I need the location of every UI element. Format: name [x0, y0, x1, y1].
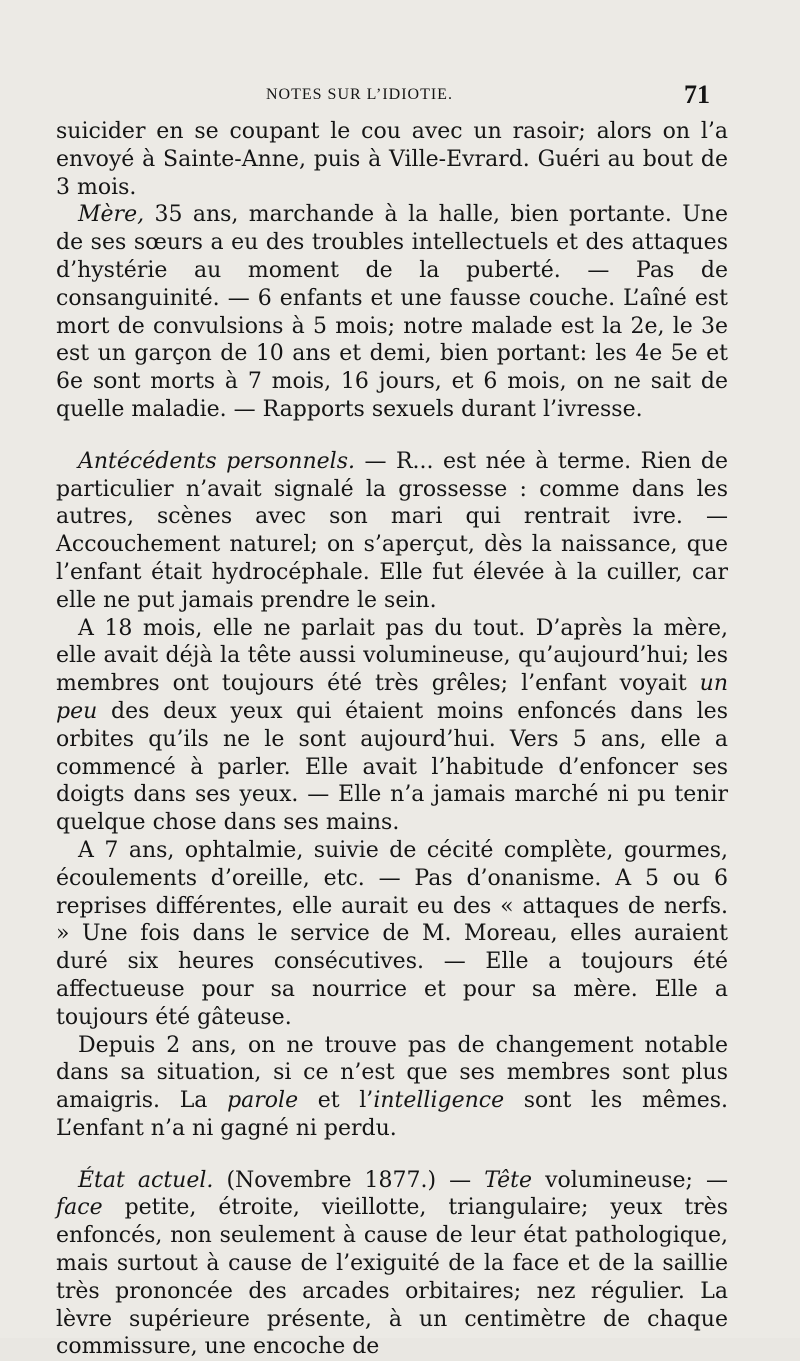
paragraph-7-ans	[56, 837, 728, 1032]
paragraph-lead: Antécédents personnels.	[78, 448, 355, 474]
paragraph-etat-actuel	[56, 1167, 728, 1361]
paragraph-text: A 7 ans, ophtalmie, suivie de cécité complète, gourmes, écoulements d’oreille, etc. — Pas d’onanisme. A 5 ou 6 reprises différentes, elle aurait eu des « attaques de nerfs. » Une fois dans le service de M. Moreau, elles auraient duré six heures consécutives. — Elle a toujours été affectueuse pour sa nourrice et pour sa mère. Elle a toujours été gâteuse.	[56, 837, 728, 1030]
paragraph-text: volumineuse; —	[532, 1167, 729, 1193]
paragraph-text: — R... est née à terme. Rien de particulier n’avait signalé la grossesse : comme dans les autres, scènes avec son mari qui rentrait ivre. — Accouchement naturel; on s’aperçut, dès la naissance, que l’enfant était hydrocéphale. Elle fut élevée à la cuiller, car elle ne put jamais prendre le sein.	[56, 448, 729, 613]
paragraph-text: 35 ans, marchande à la halle, bien portante. Une de ses sœurs a eu des troubles intellectuels et des attaques d’hystérie au moment de la puberté. — Pas de consanguinité. — 6 enfants et une fausse couche. L’aîné est mort de convulsions à 5 mois; notre malade est la 2e, le 3e est un garçon de 10 ans et demi, bien portant: les 4e 5e et 6e sont morts à 7 mois, 16 jours, et 6 mois, on ne sait de quelle maladie. — Rapports sexuels durant l’ivresse.	[56, 202, 728, 422]
paragraph-text: suicider en se coupant le cou avec un rasoir; alors on l’a envoyé à Sainte-Anne, puis à Ville-Evrard. Guéri au bout de 3 mois.	[56, 119, 728, 200]
running-header	[0, 80, 760, 110]
italic-tete: Tête	[484, 1167, 533, 1193]
italic-parole: parole	[227, 1088, 299, 1114]
italic-face: face	[56, 1195, 103, 1221]
italic-phrase: un peu	[56, 671, 728, 724]
paragraph-suicide-continuation	[56, 118, 728, 201]
paragraph-18-mois	[56, 615, 728, 837]
paragraph-text: (Novembre 1877.) —	[213, 1167, 485, 1193]
paragraph-depuis-2-ans	[56, 1032, 728, 1143]
running-title: NOTES SUR L’IDIOTIE.	[266, 86, 453, 103]
page-number: 71	[684, 80, 710, 109]
paragraph-lead: État actuel.	[78, 1167, 214, 1193]
paragraph-lead: Mère,	[78, 202, 145, 228]
paragraph-antecedents	[56, 448, 728, 615]
paragraph-text: et l’	[298, 1088, 374, 1114]
paragraph-mere	[56, 201, 728, 423]
paragraph-text: sont les mêmes. L’enfant n’a ni gagné ni perdu.	[56, 1088, 728, 1141]
italic-intelligence: intelligence	[373, 1088, 505, 1114]
body-text	[56, 118, 728, 1361]
paragraph-text: petite, étroite, vieillotte, triangulaire; yeux très enfoncés, non seulement à cause de leur état pathologique, mais surtout à cause de l’exiguité de la face et de la saillie très prononcée des arcades orbitaires; nez régulier. La lèvre supérieure présente, à un centimètre de chaque commissure, une encoche de	[56, 1195, 728, 1360]
paragraph-text: des deux yeux qui étaient moins enfoncés dans les orbites qu’ils ne le sont aujourd’hui. Vers 5 ans, elle a commencé à parler. Elle avait l’habitude d’enfoncer ses doigts dans ses yeux. — Elle n’a jamais marché ni pu tenir quelque chose dans ses mains.	[56, 698, 728, 836]
paragraph-text: Depuis 2 ans, on ne trouve pas de changement notable dans sa situation, si ce n’est que ses membres sont plus amaigris. La	[56, 1032, 728, 1114]
paragraph-text: A 18 mois, elle ne parlait pas du tout. D’après la mère, elle avait déjà la tête aussi volumineuse, qu’aujourd’hui; les membres ont toujours été très grêles; l’enfant voyait	[56, 615, 728, 697]
